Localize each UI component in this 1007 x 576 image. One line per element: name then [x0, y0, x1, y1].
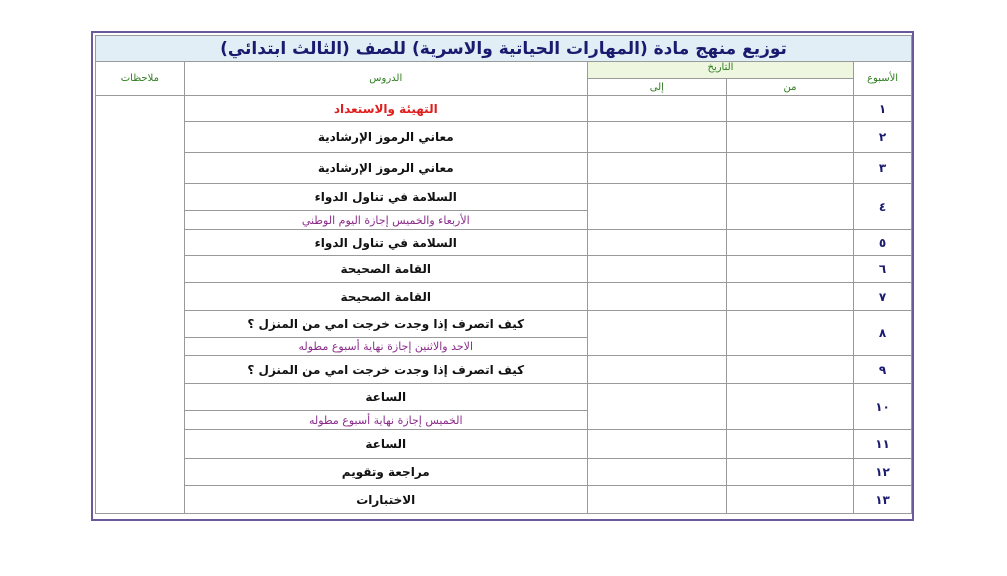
week-number: ٣ — [854, 153, 912, 184]
table-row — [96, 122, 912, 153]
to-date-cell — [587, 153, 726, 184]
week-number: ١٢ — [854, 459, 912, 486]
from-date-cell — [726, 184, 853, 230]
lesson-title: كيف اتصرف إذا وجدت خرجت امي من المنزل ؟ — [184, 311, 587, 338]
week-number: ١٣ — [854, 486, 912, 514]
from-date-cell — [726, 430, 853, 459]
holiday-note: الخميس إجازة نهاية أسبوع مطوله — [184, 411, 587, 430]
to-date-cell — [587, 230, 726, 256]
lesson-title: كيف اتصرف إذا وجدت خرجت امي من المنزل ؟ — [184, 356, 587, 384]
lesson-title: التهيئة والاستعداد — [184, 96, 587, 122]
lesson-title: الساعة — [184, 384, 587, 411]
table-row — [96, 230, 912, 256]
lesson-title: السلامة في تناول الدواء — [184, 184, 587, 211]
to-date-cell — [587, 96, 726, 122]
table-row — [96, 356, 912, 384]
table-row — [96, 184, 912, 211]
table-row — [96, 96, 912, 122]
week-number: ٨ — [854, 311, 912, 356]
week-number: ١ — [854, 96, 912, 122]
notes-column — [96, 96, 185, 514]
week-number: ٢ — [854, 122, 912, 153]
from-date-cell — [726, 356, 853, 384]
from-date-cell — [726, 311, 853, 356]
week-number: ١٠ — [854, 384, 912, 430]
table-row — [96, 153, 912, 184]
holiday-note: الاحد والاثنين إجازة نهاية أسبوع مطوله — [184, 338, 587, 356]
from-date-cell — [726, 486, 853, 514]
week-number: ١١ — [854, 430, 912, 459]
table-row — [96, 459, 912, 486]
curriculum-table — [95, 35, 912, 514]
table-row — [96, 283, 912, 311]
from-date-cell — [726, 256, 853, 283]
from-header: من — [726, 79, 853, 96]
table-row — [96, 311, 912, 338]
to-date-cell — [587, 430, 726, 459]
lesson-title: السلامة في تناول الدواء — [184, 230, 587, 256]
holiday-note: الأربعاء والخميس إجازة اليوم الوطني — [184, 211, 587, 230]
curriculum-frame — [91, 31, 914, 521]
week-number: ٧ — [854, 283, 912, 311]
date-header: التاريخ — [587, 62, 853, 79]
lesson-title: مراجعة وتقويم — [184, 459, 587, 486]
to-date-cell — [587, 283, 726, 311]
lesson-title: معاني الرموز الإرشادية — [184, 122, 587, 153]
from-date-cell — [726, 230, 853, 256]
table-row — [96, 486, 912, 514]
to-date-cell — [587, 384, 726, 430]
to-date-cell — [587, 486, 726, 514]
lesson-title: القامة الصحيحة — [184, 256, 587, 283]
lesson-title: الاختبارات — [184, 486, 587, 514]
from-date-cell — [726, 96, 853, 122]
week-number: ٦ — [854, 256, 912, 283]
to-date-cell — [587, 356, 726, 384]
page-title: توزيع منهج مادة (المهارات الحياتية والاسرية) للصف (الثالث ابتدائي) — [96, 36, 912, 62]
from-date-cell — [726, 283, 853, 311]
from-date-cell — [726, 122, 853, 153]
week-header: الأسبوع — [854, 62, 912, 96]
lessons-header: الدروس — [184, 62, 587, 96]
week-number: ٥ — [854, 230, 912, 256]
lesson-title: معاني الرموز الإرشادية — [184, 153, 587, 184]
from-date-cell — [726, 459, 853, 486]
table-row — [96, 430, 912, 459]
lesson-title: الساعة — [184, 430, 587, 459]
week-number: ٩ — [854, 356, 912, 384]
table-row — [96, 384, 912, 411]
from-date-cell — [726, 153, 853, 184]
table-row — [96, 256, 912, 283]
to-date-cell — [587, 122, 726, 153]
to-header: إلى — [587, 79, 726, 96]
lesson-title: القامة الصحيحة — [184, 283, 587, 311]
to-date-cell — [587, 184, 726, 230]
to-date-cell — [587, 256, 726, 283]
week-number: ٤ — [854, 184, 912, 230]
from-date-cell — [726, 384, 853, 430]
notes-header: ملاحظات — [96, 62, 185, 96]
to-date-cell — [587, 459, 726, 486]
to-date-cell — [587, 311, 726, 356]
